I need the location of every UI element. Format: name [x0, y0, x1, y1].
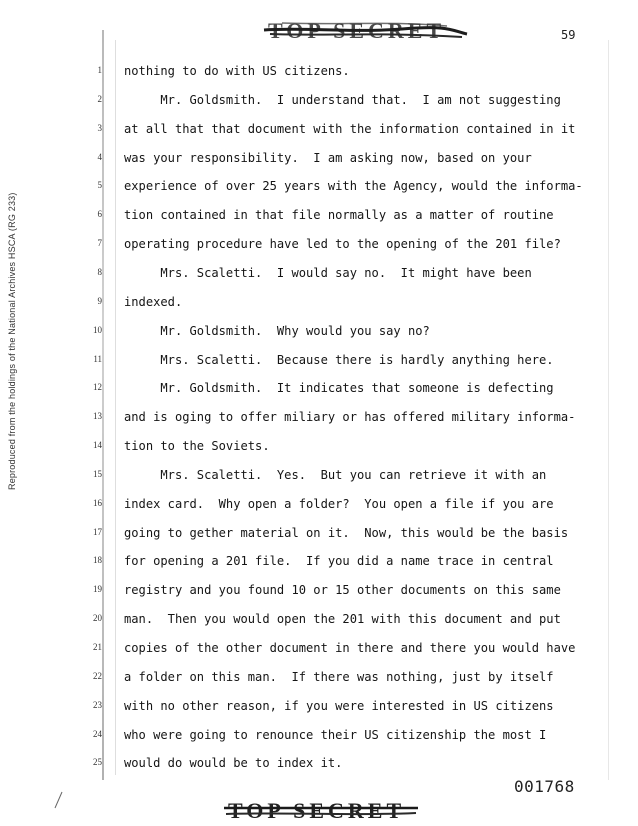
line-number: 5 [97, 180, 102, 191]
line-number: 10 [93, 324, 102, 335]
line-number: 22 [93, 670, 102, 681]
archive-source-note: Reproduced from the holdings of the National Archives HSCA (RG 233) [7, 192, 17, 490]
line-number: 19 [93, 584, 102, 595]
line-number: 11 [93, 353, 102, 364]
document-number: 001768 [514, 777, 575, 796]
line-number: 6 [97, 209, 102, 220]
header-strikethrough-marks [262, 14, 472, 42]
right-margin-rule [608, 40, 609, 780]
footer-strikethrough-marks [222, 796, 422, 826]
header-classification-stamp [262, 14, 472, 42]
line-number: 8 [97, 266, 102, 277]
transcript-line: registry and you found 10 or 15 other documents on this same [124, 583, 561, 598]
transcript-line: tion to the Soviets. [124, 439, 270, 454]
line-number: 24 [93, 728, 102, 739]
footer-stamp-text: TOP SECRET [228, 798, 406, 823]
line-number: 3 [97, 122, 102, 133]
transcript-line: Mrs. Scaletti. Yes. But you can retrieve it with an [124, 467, 547, 482]
transcript-line: going to gether material on it. Now, this would be the basis [124, 525, 569, 540]
line-number: 2 [97, 93, 102, 104]
line-number: 16 [93, 497, 102, 508]
line-number: 18 [93, 555, 102, 566]
line-number: 21 [93, 642, 102, 652]
header-stamp-text: TOP SECRET [268, 18, 446, 43]
transcript-line: for opening a 201 file. If you did a name trace in central [124, 554, 554, 569]
transcript-line: copies of the other document in there and there you would have [124, 641, 576, 655]
line-number: 7 [97, 238, 102, 249]
left-margin-rule-inner [115, 40, 116, 775]
transcript-line: Mr. Goldsmith. I understand that. I am not suggesting [124, 92, 561, 107]
line-number: 12 [93, 382, 102, 393]
transcript-line: tion contained in that file normally as a matter of routine [124, 208, 554, 223]
transcript-line: nothing to do with US citizens. [124, 64, 350, 78]
footer-classification-stamp [222, 796, 422, 826]
line-number: 25 [93, 757, 102, 768]
transcript-line: index card. Why open a folder? You open a file if you are [124, 496, 554, 511]
page-number: 59 [561, 28, 576, 42]
stray-pen-mark [52, 790, 66, 810]
transcript-line: would do would be to index it. [124, 756, 343, 771]
line-number: 23 [93, 699, 102, 710]
transcript-line: a folder on this man. If there was nothing, just by itself [124, 669, 554, 684]
line-number: 15 [93, 468, 102, 479]
transcript-line: man. Then you would open the 201 with this document and put [124, 612, 561, 627]
transcript-line: indexed. [124, 294, 183, 309]
line-number: 4 [97, 151, 102, 162]
transcript-line: Mr. Goldsmith. Why would you say no? [124, 323, 430, 338]
transcript-line: Mrs. Scaletti. I would say no. It might have been [124, 265, 532, 280]
line-number: 17 [93, 526, 102, 537]
transcript-line: Mr. Goldsmith. It indicates that someone is defecting [124, 381, 554, 396]
transcript-line: who were going to renounce their US citizenship the most I [124, 727, 547, 742]
line-number: 20 [93, 613, 102, 624]
transcript-line: experience of over 25 years with the Agency, would the informa- [124, 179, 583, 194]
transcript-line: and is oging to offer miliary or has offered military informa- [124, 410, 576, 425]
transcript-line: at all that that document with the information contained in it [124, 121, 576, 136]
line-number: 9 [97, 295, 102, 306]
line-number: 13 [93, 411, 102, 422]
transcript-line: was your responsibility. I am asking now, based on your [124, 150, 532, 165]
line-number: 14 [93, 440, 102, 451]
line-number-column [86, 0, 106, 826]
line-number: 1 [97, 65, 102, 75]
transcript-line: Mrs. Scaletti. Because there is hardly anything here. [124, 352, 554, 367]
transcript-line: operating procedure have led to the opening of the 201 file? [124, 237, 561, 252]
transcript-line: with no other reason, if you were interested in US citizens [124, 698, 554, 713]
